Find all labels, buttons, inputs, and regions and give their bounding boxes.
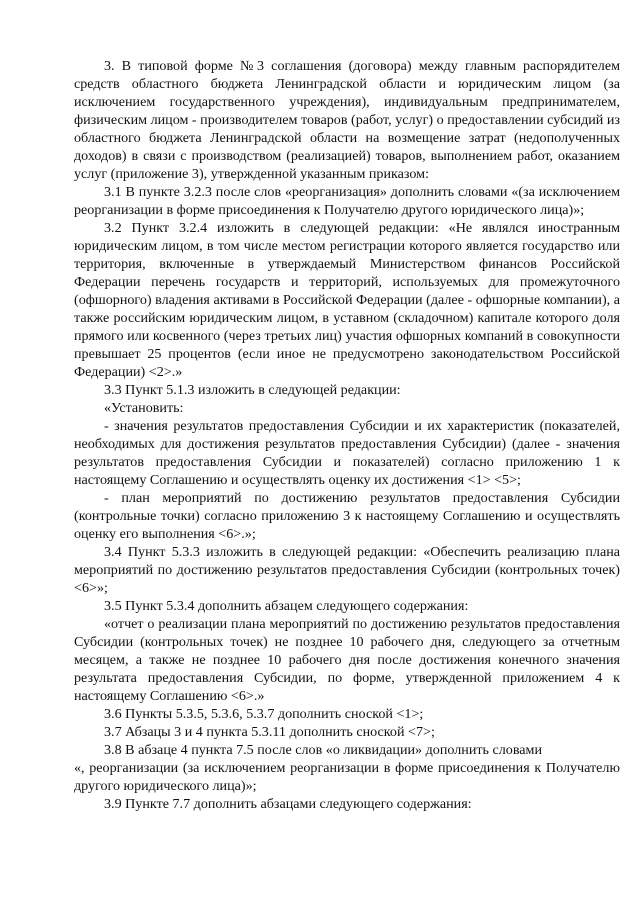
paragraph-3-2: 3.2 Пункт 3.2.4 изложить в следующей редакции: «Не являлся иностранным юридическим лицом, в том числе местом регистрации которого является государство или территория, включенные в утверждаемый Министерством финансов Российской Федерации перечень государств и территорий, используемых для промежуточного (офшорного) владения активами в Российской Федерации (далее - офшорные компании), а также российским юридическим лицом, в уставном (складочном) капитале которого доля прямого или косвенного (через третьих лиц) участия офшорных компаний в совокупности превышает 25 процентов (если иное не предусмотрено законодательством Российской Федерации) <2>.» bbox=[74, 220, 620, 380]
paragraph-3-8: 3.8 В абзаце 4 пункта 7.5 после слов «о ликвидации» дополнить словами bbox=[104, 742, 543, 758]
paragraph-3-4: 3.4 Пункт 5.3.3 изложить в следующей редакции: «Обеспечить реализацию плана мероприятий по достижению результатов предоставления Субсидии (контрольных точек) <6>»; bbox=[74, 544, 620, 596]
paragraph-3-8-continuation: «, реорганизации (за исключением реорганизации в форме присоединения к Получателю другого юридического лица)»; bbox=[74, 760, 620, 794]
paragraph-3-5: 3.5 Пункт 5.3.4 дополнить абзацем следующего содержания: bbox=[104, 598, 469, 614]
paragraph-3-3-item-plan: - план мероприятий по достижению результатов предоставления Субсидии (контрольные точки) согласно приложению 3 к настоящему Соглашению и осуществлять оценку его выполнения <6>.»; bbox=[74, 490, 620, 542]
paragraph-3-1: 3.1 В пункте 3.2.3 после слов «реорганизация» дополнить словами «(за исключением реорганизации в форме присоединения к Получателю другого юридического лица)»; bbox=[74, 184, 620, 218]
paragraph-3-6: 3.6 Пункты 5.3.5, 5.3.6, 5.3.7 дополнить сноской <1>; bbox=[104, 706, 424, 722]
document-page bbox=[74, 57, 620, 813]
paragraph-3-9: 3.9 Пункте 7.7 дополнить абзацами следующего содержания: bbox=[104, 796, 472, 812]
paragraph-3-3-establish: «Установить: bbox=[104, 400, 184, 416]
paragraph-3-3-item-values: - значения результатов предоставления Субсидии и их характеристик (показателей, необходимых для достижения результатов предоставления Субсидии) (далее - значения результатов предоставления Субсидии и показателей) согласно приложению 1 к настоящему Соглашению и осуществлять оценку их достижения <1> <5>; bbox=[74, 418, 620, 488]
paragraph-3: 3. В типовой форме №3 соглашения (договора) между главным распорядителем средств областного бюджета Ленинградской области и юридическим лицом (за исключением государственного учреждения), индивидуальным предпринимателем, физическим лицом - производителем товаров (работ, услуг) о предоставлении субсидий из областного бюджета Ленинградской области на возмещение затрат (недополученных доходов) в связи с производством (реализацией) товаров, выполнением работ, оказанием услуг (приложение 3), утвержденной указанным приказом: bbox=[74, 58, 620, 182]
paragraph-3-7: 3.7 Абзацы 3 и 4 пункта 5.3.11 дополнить сноской <7>; bbox=[104, 724, 435, 740]
paragraph-3-5-report: «отчет о реализации плана мероприятий по достижению результатов предоставления Субсидии (контрольных точек) не позднее 10 рабочего дня, следующего за отчетным месяцем, а также не позднее 10 рабочего дня после достижения конечного значения результата предоставления Субсидии, по форме, утвержденной приложением 4 к настоящему Соглашению <6>.» bbox=[74, 616, 620, 704]
paragraph-3-3: 3.3 Пункт 5.1.3 изложить в следующей редакции: bbox=[104, 382, 401, 398]
